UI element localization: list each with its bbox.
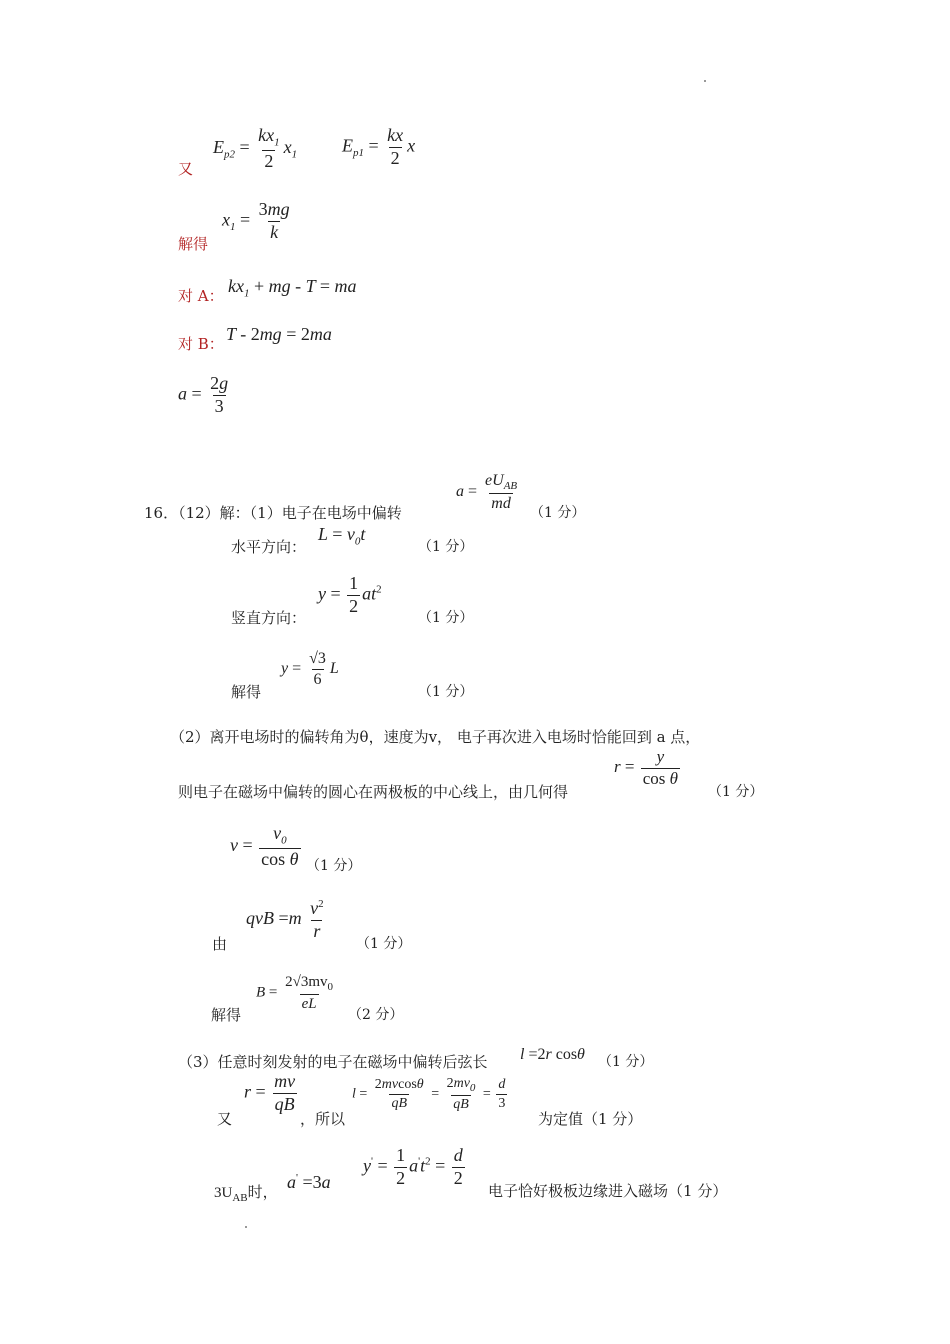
equation-y-result: y = $\frac{√3}{6}$ L [281, 650, 339, 688]
part3-line1: （3）任意时刻发射的电子在磁场中偏转后弦长 [178, 1053, 488, 1071]
label-3u-suffix: 时， [247, 1183, 278, 1201]
equation-a-result: a = $\frac{2g}{3}$ [178, 373, 229, 416]
score-vertical: （1 分） [418, 610, 474, 626]
equation-a-prime: a' =3a [287, 1172, 331, 1192]
score-chord: （1 分） [598, 1054, 654, 1070]
label-you-3: 又 [217, 1110, 233, 1128]
label-dui-b: 对 B： [178, 335, 224, 353]
q16-header: 16．（12）解：（1）电子在电场中偏转 [144, 504, 402, 522]
equation-chord: l =2r cosθ [520, 1046, 585, 1063]
score-y-result: （1 分） [418, 684, 474, 700]
equation-l-value: l = $\frac{2mvcos\theta}{qB}$ = $\frac{2mv_0}{qB}$ = $\frac{d}{3}$ [352, 1076, 506, 1112]
equation-b: T - 2mg = 2ma [226, 324, 332, 344]
page-mark-bottom [245, 1226, 247, 1228]
equation-r: r = $\frac{y}{\text{cos θ}}$ [614, 747, 678, 788]
equation-qvb: qvB =m $\frac{v^2}{r}$ [246, 898, 324, 941]
equation-ep1: $E_{p1}$ = $\frac{kx}{2}$ x [342, 125, 416, 168]
equation-vertical: y = $\frac{1}{2}$ $at^2$ [318, 573, 382, 616]
label-3u-sub: AB [232, 1192, 248, 1204]
equation-horizontal: $L = v_0t$ [318, 524, 366, 548]
equation-b-result: B = $\frac{2√3mv_0}{eL}$ [256, 974, 334, 1013]
part2-line2: 则电子在磁场中偏转的圆心在两极板的中心线上，由几何得 [178, 783, 569, 801]
score-b-result: （2 分） [348, 1007, 404, 1023]
label-jiede-b: 解得 [211, 1006, 242, 1024]
equation-acc: a = $\frac{eU_{AB}}{md}$ [456, 472, 518, 513]
label-dingzhi: 为定值（1 分） [538, 1110, 643, 1128]
label-vertical: 竖直方向： [231, 609, 307, 627]
equation-r-mv: r = $\frac{mv}{qB}$ [244, 1071, 296, 1114]
label-jiede-y: 解得 [231, 683, 262, 701]
page-mark-top [704, 80, 706, 82]
label-3u: 3U [214, 1185, 233, 1201]
score-r: （1 分） [708, 784, 764, 800]
label-you: 又 [178, 160, 194, 178]
label-dui-a: 对 A： [178, 287, 224, 305]
label-suoyi: ，所以 [300, 1110, 346, 1128]
score-horizontal: （1 分） [418, 539, 474, 555]
label-you-q16: 由 [212, 935, 228, 953]
score-acc: （1 分） [530, 505, 586, 521]
label-edge: 电子恰好极板边缘进入磁场（1 分） [488, 1182, 728, 1200]
label-horizontal: 水平方向： [231, 538, 307, 556]
equation-a: $kx_1$ + mg - T = ma [228, 276, 357, 300]
equation-y-prime: y' = $\frac{1}{2}$ $a't^2$ = $\frac{d}{2}$ [363, 1145, 463, 1188]
equation-v: v = $\frac{v_0}{\text{cos θ}}$ [230, 823, 299, 869]
equation-ep2: $E_{p2}$ = $\frac{kx_1}{2}$ $x_1$ [213, 125, 298, 171]
score-v: （1 分） [306, 858, 362, 874]
part2-line1: （2）离开电场时的偏转角为θ，速度为v， 电子再次进入电场时恰能回到 a 点， [170, 728, 701, 746]
equation-x1: $x_1$ = $\frac{3mg}{k}$ [222, 199, 290, 242]
label-3uab [214, 1181, 278, 1204]
score-qvb: （1 分） [356, 936, 412, 952]
label-jiede-1: 解得 [178, 235, 209, 253]
